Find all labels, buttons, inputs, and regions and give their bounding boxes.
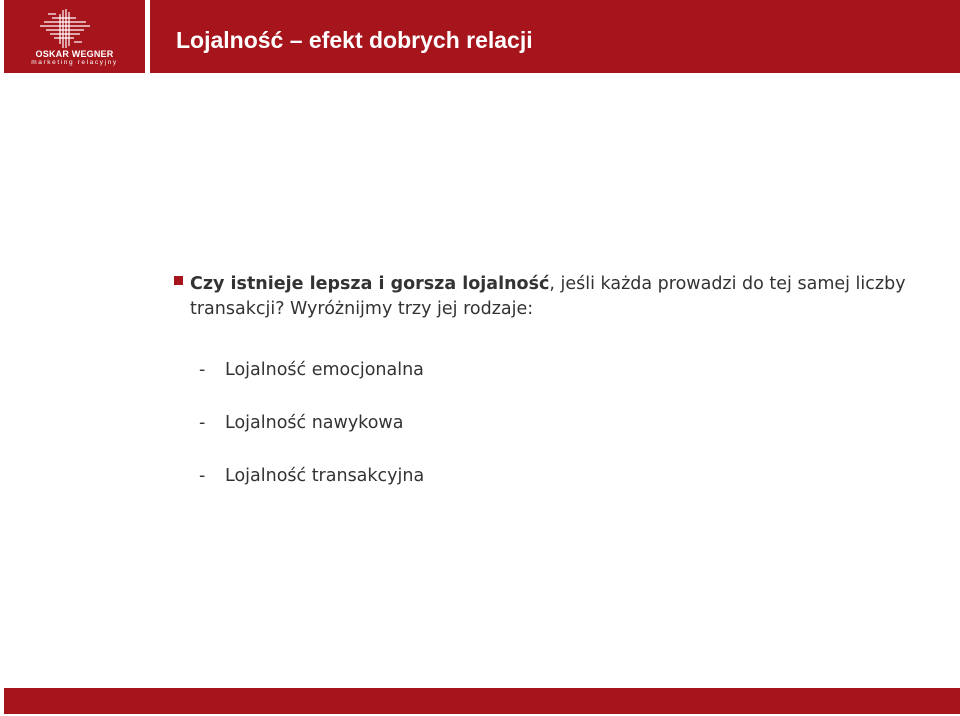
footer-bar	[4, 688, 960, 714]
brand-name: OSKAR WEGNER	[35, 49, 114, 59]
list-item	[199, 411, 424, 464]
brand-tagline: marketing relacyjny	[31, 59, 118, 66]
loyalty-types-list	[199, 358, 424, 517]
loyalty-type-label: Lojalność nawykowa	[225, 413, 404, 433]
list-item	[199, 464, 424, 517]
bullet-bold-text: Czy istnieje lepsza i gorsza lojalność	[190, 274, 550, 294]
title-bar	[150, 0, 960, 73]
slide-title: Lojalność – efekt dobrych relacji	[176, 27, 533, 53]
dash-marker: -	[199, 466, 206, 486]
dash-marker: -	[199, 360, 206, 380]
loyalty-type-label: Lojalność emocjonalna	[225, 360, 424, 380]
bullet-rest-text: , jeśli każda prowadzi do tej samej liczby transakcji? Wyróżnijmy trzy jej rodzaje:	[190, 274, 906, 319]
loyalty-type-label: Lojalność transakcyjna	[225, 466, 425, 486]
list-item	[199, 358, 424, 411]
dash-marker: -	[199, 413, 206, 433]
logo	[4, 0, 145, 73]
bullet-point	[172, 272, 912, 322]
content	[172, 272, 912, 322]
bullet-square-icon	[174, 276, 183, 285]
